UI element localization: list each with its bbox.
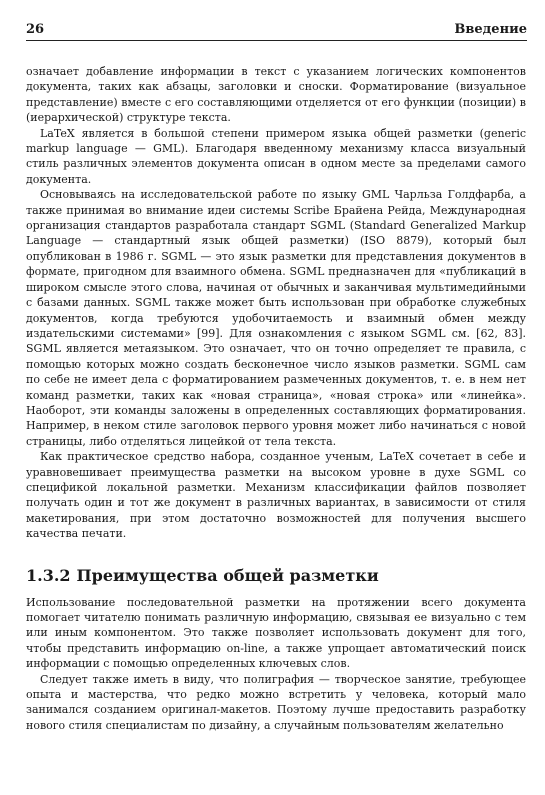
section-number: 1.3.2 (26, 565, 71, 585)
page-body (26, 64, 526, 733)
running-header (26, 22, 527, 38)
chapter-title: Введение (454, 22, 527, 37)
paragraph: LaTeX является в большой степени примером языка общей разметки (generic markup language — GML). Благодаря введенному механизму класса визуальный стиль различных элементов документа описан в одном месте за пределами самого документа. (26, 126, 526, 186)
section-heading (26, 566, 526, 585)
paragraph: Основываясь на исследовательской работе по языку GML Чарльза Голдфарба, а также принимая во внимание идеи системы Scribe Брайена Рейда, Международная организация стандартов разработала стандарт SGML (Standard Generalized Markup Language — стандартный язык общей разметки) (ISO 8879), который был опубликован в 1986 г. SGML — это язык разметки для представления документов в формате, пригодном для взаимного обмена. SGML предназначен для «публикаций в широком смысле этого слова, начиная от обычных и заканчивая мультимедийными с базами данных. SGML также может быть использован при обработке служебных документов, когда требуются удобочитаемость и взаимный обмен между издательскими системами» [99]. Для ознакомления с языком SGML см. [62, 83]. SGML является метаязыком. Это означает, что он точно определяет те правила, с помощью которых можно создать бесконечное число языков разметки. SGML сам по себе не имеет дела с форматированием размеченных документов, т. е. в нем нет команд разметки, таких как «новая страница», «новая строка» или «линейка». Наоборот, эти команды заложены в определенных составляющих форматирования. Например, в неком стиле заголовок первого уровня может либо начинаться с новой страницы, либо отделяться лицейкой от тела текста. (26, 188, 526, 448)
paragraph: Следует также иметь в виду, что полиграфия — творческое занятие, требующее опыта и мастерства, что редко можно встретить у человека, который мало занимался созданием оригинал-макетов. Поэтому лучше предоставить разработку нового стиля специалистам по дизайну, а случайным пользователям желательно (26, 672, 526, 732)
section-title: Преимущества общей разметки (76, 565, 379, 585)
page-number: 26 (26, 22, 45, 37)
paragraph: Как практическое средство набора, созданное ученым, LaTeX сочетает в себе и уравновешивает преимущества разметки на высоком уровне в духе SGML со спецификой локальной разметки. Механизм классификации файлов позволяет получать один и тот же документ в различных вариантах, в зависимости от стиля макетирования, при этом достаточно возможностей для получения высшего качества печати. (26, 450, 526, 541)
paragraph: означает добавление информации в текст с указанием логических компонентов документа, таких как абзацы, заголовки и сноски. Форматирование (визуальное представление) вместе с его составляющими отделяется от его функции (позиции) в (иерархической) структуре текста. (26, 65, 526, 125)
paragraph: Использование последовательной разметки на протяжении всего документа помогает читателю понимать различную информацию, связывая ее визуально с тем или иным компонентом. Это также позволяет использовать документ для того, чтобы представить информацию on-line, а также упрощает автоматический поиск информации с помощью определенных ключевых слов. (26, 595, 526, 671)
header-rule (26, 40, 527, 41)
